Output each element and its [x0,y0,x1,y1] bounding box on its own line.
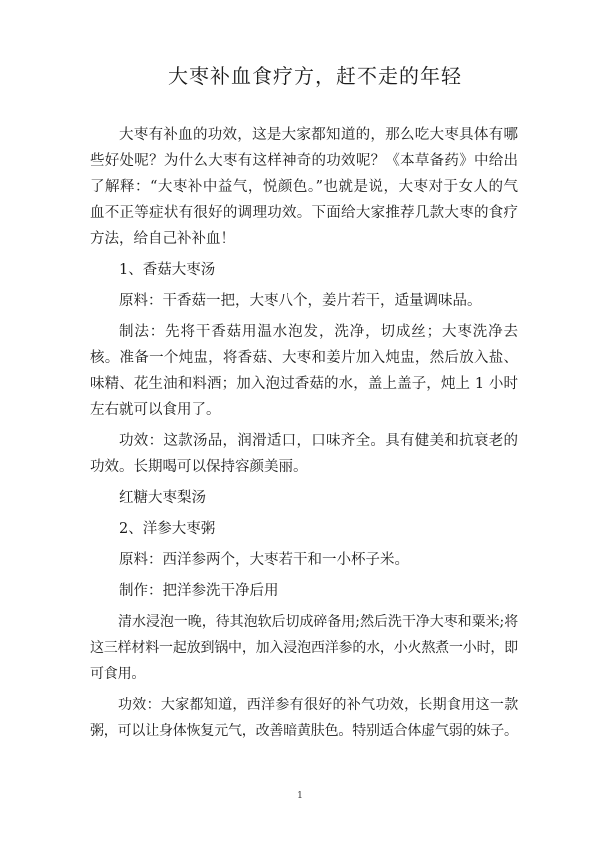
recipe-1-method: 制法：先将干香菇用温水泡发，洗净，切成丝；大枣洗净去核。准备一个炖盅，将香菇、大枣和姜片加入炖盅，然后放入盐、味精、花生油和料酒；加入泡过香菇的水，盖上盖子，炖上 1 小时左右就可以食用了。 [90,324,518,418]
recipe-2-method: 清水浸泡一晚，待其泡软后切成碎备用;然后洗干净大枣和粟米;将这三样材料一起放到锅中，加入浸泡西洋参的水，小火熬煮一小时，即可食用。 [90,614,518,682]
recipe-2-benefits: 功效：大家都知道，西洋参有很好的补气功效，长期食用这一款粥，可以让身体恢复元气，改善暗黄肤色。特别适合体虚气弱的妹子。 [90,697,518,739]
recipe-1-benefits: 功效：这款汤品，润滑适口，口味齐全。具有健美和抗衰老的功效。长期喝可以保持容颜美丽。 [90,433,518,475]
intro-paragraph: 大枣有补血的功效，这是大家都知道的，那么吃大枣具体有哪些好处呢？为什么大枣有这样神奇的功效呢？《本草备药》中给出了解释：“大枣补中益气，悦颜色。”也就是说，大枣对于女人的气血不正等症状有很好的调理功效。下面给大家推荐几款大枣的食疗方法，给自己补补血！ [90,127,518,247]
recipe-extra-heading: 红糖大枣梨汤 [119,490,206,506]
document-body [90,122,518,744]
recipe-2-ingredients: 原料：西洋参两个，大枣若干和一小杯子米。 [119,552,409,568]
recipe-2-method-intro: 制作：把洋参洗干净后用 [119,583,279,599]
recipe-1-heading: 1、香菇大枣汤 [119,262,216,278]
recipe-2-heading: 2、洋参大枣粥 [119,521,216,537]
page-number: 1 [297,791,303,801]
recipe-1-ingredients: 原料：干香菇一把，大枣八个，姜片若干，适量调味品。 [119,293,482,309]
page-title: 大枣补血食疗方，赶不走的年轻 [168,64,462,88]
